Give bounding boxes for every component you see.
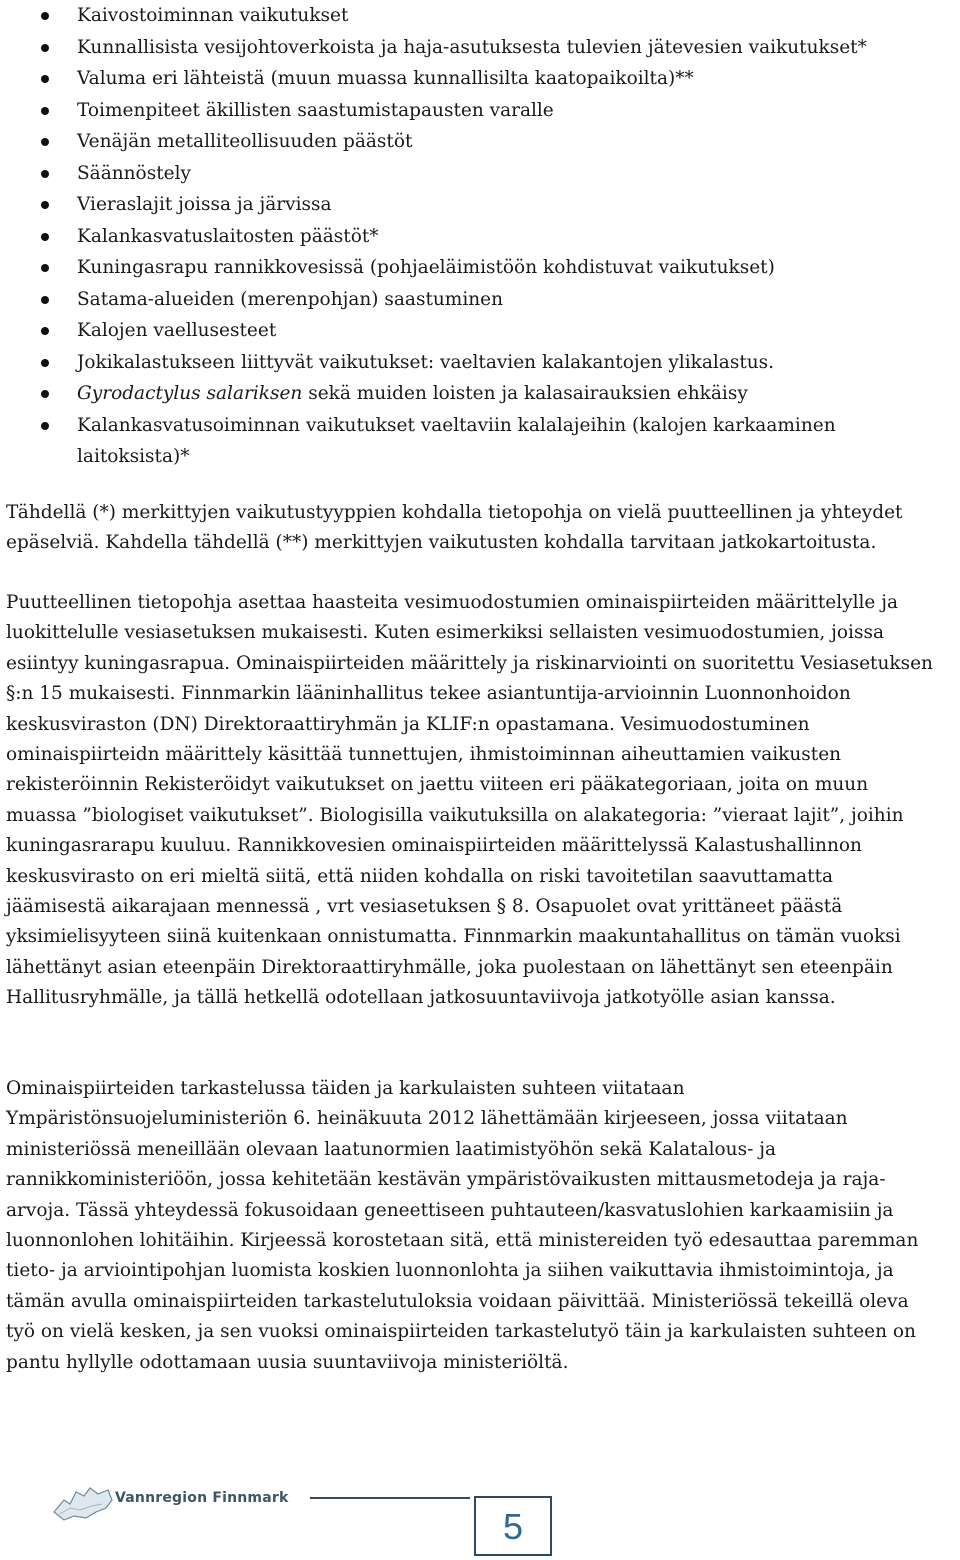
list-item-text: Vieraslajit joissa ja järvissa [77,194,332,215]
list-item [0,410,960,473]
bullet-icon [41,296,49,304]
list-item [0,284,960,316]
list-item-text: Kalankasvatusoiminnan vaikutukset vaeltaviin kalalajeihin (kalojen karkaaminen laitoksista)* [77,414,836,467]
bullet-icon [41,264,49,272]
list-item-text: sekä muiden loisten ja kalasairauksien ehkäisy [302,383,748,404]
bullet-icon [41,327,49,335]
bullet-icon [41,359,49,367]
list-item [0,63,960,95]
list-item [0,378,960,410]
list-item [0,252,960,284]
species-name-italic: Gyrodactylus salariksen [77,383,303,404]
knowledge-base-paragraph: Puutteellinen tietopohja asettaa haasteita vesimuodostumien ominaispiirteiden määrittelylle ja luokittelulle vesiasetuksen mukaisesti. Kuten esimerkiksi sellaisten vesimuodostumien, joissa esiintyy kuningasrapua. Ominaispiirteiden määrittely ja riskinarviointi on suoritettu Vesiasetuksen §:n 15 mukaisesti. Finnmarkin lääninhallitus tekee asiantuntija-arvioinnin Luonnonhoidon keskusviraston (DN) Direktoraattiryhmän ja KLIF:n opastamana. Vesimuodostuminen ominaispiirteidn määrittely käsittää tunnettujen, ihmistoiminnan aiheuttamien vaikusten rekisteröinnin Rekisteröidyt vaikutukset on jaettu viiteen eri pääkategoriaan, joita on muun muassa ”biologiset vaikutukset”. Biologisilla vaikutuksilla on alakategoria: ”vieraat lajit”, joihin kuningasrarapu kuuluu. Rannikkovesien ominaispiirteiden määrittelyssä Kalastushallinnon keskusvirasto on eri mieltä siitä, että niiden kohdalla on riski tavoitetilan saavuttamatta jäämisestä aikarajaan mennessä , vrt vesiasetuksen § 8. Osapuolet ovat yrittäneet päästä yksimielisyyteen siinä kuitenkaan onnistumatta. Finnmarkin maakuntahallitus on tämän vuoksi lähettänyt asian eteenpäin Direktoraattiryhmälle, joka puolestaan on lähettänyt sen eteenpäin Hallitusryhmälle, ja tällä hetkellä odotellaan jatkosuuntaviivoja jatkotyölle asian kanssa. [6,592,933,1009]
list-item [0,315,960,347]
bullet-icon [41,75,49,83]
bullet-icon [41,107,49,115]
list-item [0,32,960,64]
list-item-text: Kalojen vaellusesteet [77,320,277,341]
list-item [0,158,960,190]
footer-divider [310,1497,470,1499]
list-item-text: Kalankasvatuslaitosten päästöt* [77,225,379,247]
page-number-box [474,1496,552,1556]
list-item-text: Venäjän metalliteollisuuden päästöt [77,131,413,152]
list-item-text: Jokikalastukseen liittyvät vaikutukset: vaeltavien kalakantojen ylikalastus. [77,351,775,373]
bullet-icon [41,390,49,398]
organization-logo-text: Vannregion Finnmark [115,1490,289,1506]
bullet-icon [41,201,49,209]
page-number: 5 [502,1506,524,1547]
list-item [0,189,960,221]
list-item-text: Kaivostoiminnan vaikutukset [77,5,349,26]
asterisk-note-paragraph: Tähdellä (*) merkittyjen vaikutustyyppien kohdalla tietopohja on vielä puutteellinen ja yhteydet epäselviä. Kahdella tähdellä (**) merkittyjen vaikutusten kohdalla tarvitaan jatkokartoitusta. [6,502,903,554]
list-item-text: Kuningasrapu rannikkovesissä (pohjaeläimistöön kohdistuvat vaikutukset) [77,257,775,278]
impact-bullet-list [0,0,960,473]
list-item [0,126,960,158]
bullet-icon [41,422,49,430]
list-item-text: Satama-alueiden (merenpohjan) saastuminen [77,288,504,310]
bullet-icon [41,12,49,20]
list-item-text: Kunnallisista vesijohtoverkoista ja haja-asutuksesta tulevien jätevesien vaikutukset* [77,36,867,58]
bullet-icon [41,44,49,52]
ministry-letter-paragraph: Ominaispiirteiden tarkastelussa täiden ja karkulaisten suhteen viitataan Ympäristönsuojeluministeriön 6. heinäkuuta 2012 lähettämään kirjeeseen, jossa viitataan ministeriössä meneillään olevaan laatunormien laatimistyöhön sekä Kalatalous- ja rannikkoministeriöön, jossa kehitetään kestävän ympäristövaikusten mittausmetodeja ja raja-arvoja. Tässä yhteydessä fokusoidaan geneettiseen puhtauteen/kasvatuslohien karkaamisiin ja luonnonlohen lohitäihin. Kirjeessä korostetaan sitä, että ministereiden työ edesauttaa paremman tieto- ja arviointipohjan luomista koskien luonnonlohta ja siihen vaikuttavia ihmistoimintoja, ja tämän avulla ominaispiirteiden tarkastelutuloksia voidaan päivittää. Ministeriössä tekeillä oleva työ on vielä kesken, ja sen vuoksi ominaispiirteiden tarkastelutyö täin ja karkulaisten suhteen on pantu hyllylle odottamaan uusia suuntaviivoja ministeriöltä. [6,1078,919,1373]
bullet-icon [41,138,49,146]
list-item [0,221,960,253]
bullet-icon [41,170,49,178]
list-item-text: Valuma eri lähteistä (muun muassa kunnallisilta kaatopaikoilta)** [77,68,694,89]
bullet-icon [41,233,49,241]
list-item [0,347,960,379]
list-item-text: Toimenpiteet äkillisten saastumistapausten varalle [77,99,554,121]
list-item [0,0,960,32]
list-item-text: Säännöstely [77,162,191,184]
list-item [0,95,960,127]
